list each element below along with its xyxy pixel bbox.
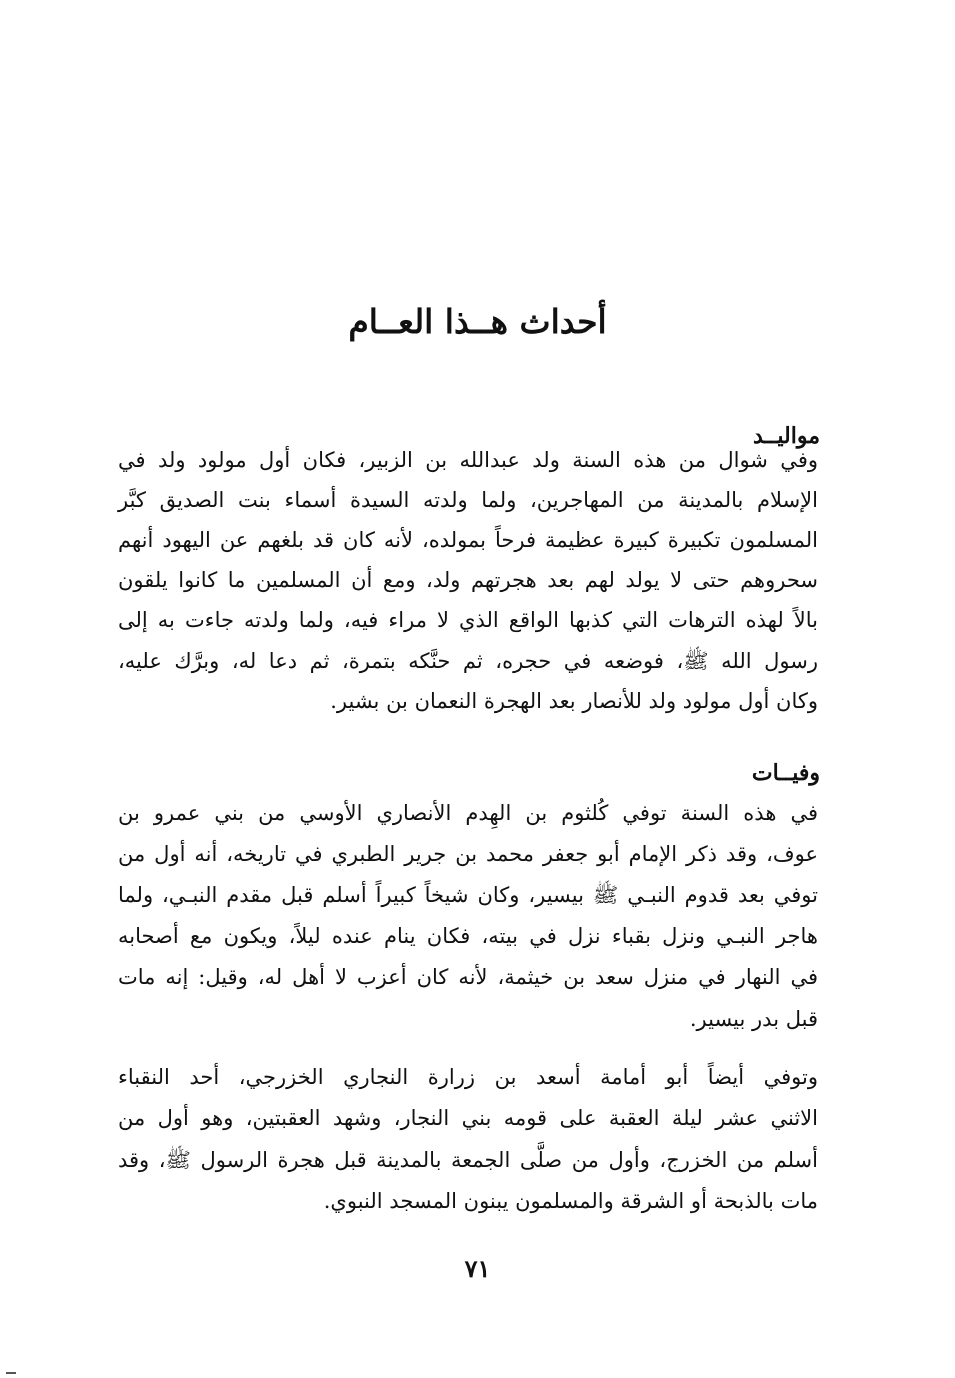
section-heading-deaths: وفيــات [751,760,820,786]
paragraph-line: عوف، وقد ذكر الإمام أبو جعفر محمد بن جرير الطبري في تاريخه، أنه أول من [118,842,818,866]
paragraph-line: وتوفي أيضاً أبو أمامة أسعد بن زرارة النجاري الخزرجي، أحد النقباء [118,1065,818,1089]
paragraph-line: توفي بعد قدوم النبـي ﷺ بيسير، وكان شيخاً كبيراً أسلم قبل مقدم النبـي، ولما [118,883,818,907]
scan-speck [6,1372,16,1374]
paragraph-line: أسلم من الخزرج، وأول من صلَّى الجمعة بالمدينة قبل هجرة الرسول ﷺ، وقد [118,1148,818,1172]
paragraph-line: سحروهم حتى لا يولد لهم بعد هجرتهم ولد، ومع أن المسلمين ما كانوا يلقون [118,568,818,592]
chapter-title: أحداث هــذا العــام [348,302,607,341]
section-heading-births: مواليــد [752,423,820,449]
paragraph-line: الاثني عشر ليلة العقبة على قومه بني النجار، وشهد العقبتين، وهو أول من [118,1106,818,1130]
paragraph-line: في النهار في منزل سعد بن خيثمة، لأنه كان أعزب لا أهل له، وقيل: إنه مات [118,965,818,989]
paragraph-line: بالاً لهذه الترهات التي كذبها الواقع الذي لا مراء فيه، ولما ولدته جاءت به إلى [118,608,818,632]
paragraph-line: رسول الله ﷺ، فوضعه في حجره، ثم حنَّكه بتمرة، ثم دعا له، وبرَّك عليه، [118,649,818,673]
page-number: ٧١ [464,1254,491,1283]
paragraph-line: المسلمون تكبيرة كبيرة عظيمة فرحاً بمولده، لأنه كان قد بلغهم عن اليهود أنهم [118,528,818,552]
paragraph-line: هاجر النبـي ونزل بقباء نزل في بيته، فكان ينام عنده ليلاً، ويكون مع أصحابه [118,924,818,948]
paragraph-line: مات بالذبحة أو الشرقة والمسلمون يبنون المسجد النبوي. [323,1189,818,1213]
paragraph-line: وكان أول مولود ولد للأنصار بعد الهجرة النعمان بن بشير. [330,689,818,713]
paragraph-line: في هذه السنة توفي كُلثوم بن الهِدم الأنصاري الأوسي من بني عمرو بن [118,801,818,825]
paragraph-line: قبل بدر بيسير. [689,1007,818,1031]
paragraph-line: الإسلام بالمدينة من المهاجرين، ولما ولدته السيدة أسماء بنت الصديق كبَّر [118,488,818,512]
paragraph-line: وفي شوال من هذه السنة ولد عبدالله بن الزبير، فكان أول مولود ولد في [118,448,818,472]
